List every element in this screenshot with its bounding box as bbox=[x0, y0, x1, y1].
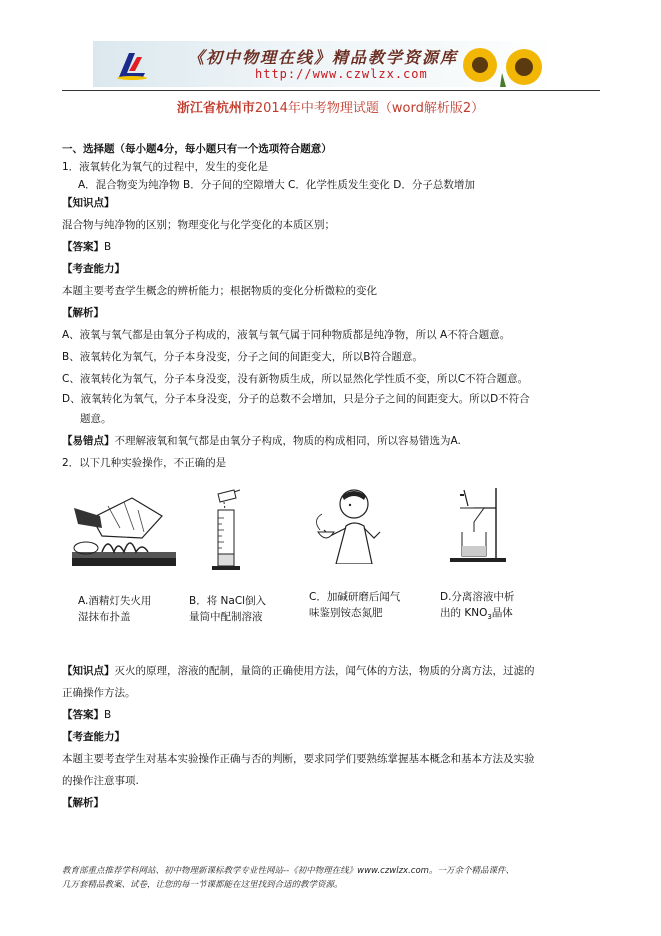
caption-d-line1: D.分离溶液中析 bbox=[440, 591, 515, 603]
q2-ability-label: 【考查能力】 bbox=[62, 731, 125, 743]
caption-b-line2: 量筒中配制溶液 bbox=[189, 611, 263, 623]
caption-d-subscript: 3 bbox=[487, 613, 492, 622]
header-banner bbox=[93, 41, 554, 87]
caption-d bbox=[440, 589, 514, 625]
q2-ability-text2: 的操作注意事项. bbox=[62, 775, 139, 787]
figure-b-graduated-cylinder bbox=[196, 488, 256, 572]
q1-mistake bbox=[62, 434, 461, 448]
q1-answer bbox=[62, 240, 111, 254]
sunflower-icon bbox=[452, 43, 548, 87]
q1-answer-label: 【答案】 bbox=[62, 241, 104, 253]
q2-analysis-label: 【解析】 bbox=[62, 797, 104, 809]
caption-b-line1: B．将 NaCl倒入 bbox=[189, 595, 267, 607]
q1-ability-label: 【考查能力】 bbox=[62, 263, 125, 275]
section-heading: 一、选择题（每小题4分，每小题只有一个选项符合题意） bbox=[62, 143, 332, 155]
q1-analysis-d1: D、液氧转化为氧气，分子本身没变，分子的总数不会增加，只是分子之间的间距变大。所以D不符合 bbox=[62, 393, 530, 405]
footer-line2: 几万套精品教案、试卷，让您的每一节课都能在这里找到合适的教学资源。 bbox=[62, 880, 343, 890]
q2-knowledge-label: 【知识点】 bbox=[62, 665, 115, 677]
q1-analysis-c: C、液氧转化为氧气，分子本身没变，没有新物质生成，所以显然化学性质不变，所以C不符合题意。 bbox=[62, 373, 529, 385]
q1-analysis-b: B、液氧转化为氧气，分子本身没变，分子之间的间距变大，所以B符合题意。 bbox=[62, 351, 423, 363]
q2-knowledge-text1: 灭火的原理，溶液的配制，量筒的正确使用方法，闻气体的方法，物质的分离方法，过滤的 bbox=[114, 665, 535, 677]
q1-stem: 1．液氧转化为氧气的过程中，发生的变化是 bbox=[62, 161, 269, 173]
document-title bbox=[0, 97, 661, 116]
q2-answer-value: B bbox=[104, 709, 112, 721]
header-rule bbox=[62, 90, 600, 91]
q1-ability-text: 本题主要考查学生概念的辨析能力；根据物质的变化分析微粒的变化 bbox=[62, 285, 377, 297]
caption-c-line1: C．加碱研磨后闻气 bbox=[309, 591, 401, 603]
q1-analysis-d2: 题意。 bbox=[80, 413, 112, 425]
figure-a-alcohol-lamp bbox=[72, 488, 176, 568]
caption-a-line2: 湿抹布扑盖 bbox=[78, 611, 131, 623]
caption-c-line2: 味鉴别铵态氮肥 bbox=[309, 607, 383, 619]
caption-a-line1: A.酒精灯失火用 bbox=[78, 595, 152, 607]
site-logo-icon bbox=[115, 49, 149, 81]
q2-stem: 2．以下几种实验操作，不正确的是 bbox=[62, 457, 227, 469]
caption-d-suffix: 晶体 bbox=[491, 607, 513, 619]
q2-answer bbox=[62, 708, 111, 722]
q2-knowledge-text2: 正确操作方法。 bbox=[62, 687, 136, 699]
title-rest: 2014年中考物理试题（word解析版2） bbox=[254, 101, 485, 116]
q1-mistake-text: 不理解液氧和氧气都是由氧分子构成，物质的构成相同，所以容易错选为A. bbox=[114, 435, 461, 447]
title-region: 浙江省杭州市 bbox=[176, 101, 255, 116]
q1-analysis-label: 【解析】 bbox=[62, 307, 104, 319]
caption-d-text: 出的 KNO bbox=[440, 607, 488, 619]
q1-analysis-a: A、液氧与氧气都是由氧分子构成的，液氧与氧气属于同种物质都是纯净物，所以 A不符合题意。 bbox=[62, 329, 511, 341]
caption-b bbox=[189, 593, 266, 625]
banner-url[interactable]: http://www.czwlzx.com bbox=[255, 67, 428, 81]
caption-c bbox=[309, 589, 400, 621]
figure-c-smell-gas bbox=[302, 486, 398, 564]
footer-line1: 教育部重点推荐学科网站、初中物理新课标教学专业性网站--《初中物理在线》www.czwlzx.com。一万余个精品课件、 bbox=[62, 866, 514, 876]
q2-knowledge bbox=[62, 664, 535, 678]
q2-ability-text1: 本题主要考查学生对基本实验操作正确与否的判断，要求同学们要熟练掌握基本概念和基本方法及实验 bbox=[62, 753, 535, 765]
figure-d-filtration bbox=[446, 484, 510, 564]
q1-answer-value: B bbox=[104, 241, 112, 253]
q2-answer-label: 【答案】 bbox=[62, 709, 104, 721]
caption-d-line2 bbox=[440, 605, 514, 625]
q1-knowledge-label: 【知识点】 bbox=[62, 197, 115, 209]
banner-title: 《初中物理在线》精品教学资源库 bbox=[188, 48, 459, 67]
q1-options: A．混合物变为纯净物 B．分子间的空隙增大 C．化学性质发生变化 D．分子总数增加 bbox=[78, 179, 475, 191]
caption-a bbox=[78, 593, 151, 625]
q1-knowledge-text: 混合物与纯净物的区别；物理变化与化学变化的本质区别； bbox=[62, 219, 335, 231]
q1-mistake-label: 【易错点】 bbox=[62, 435, 115, 447]
